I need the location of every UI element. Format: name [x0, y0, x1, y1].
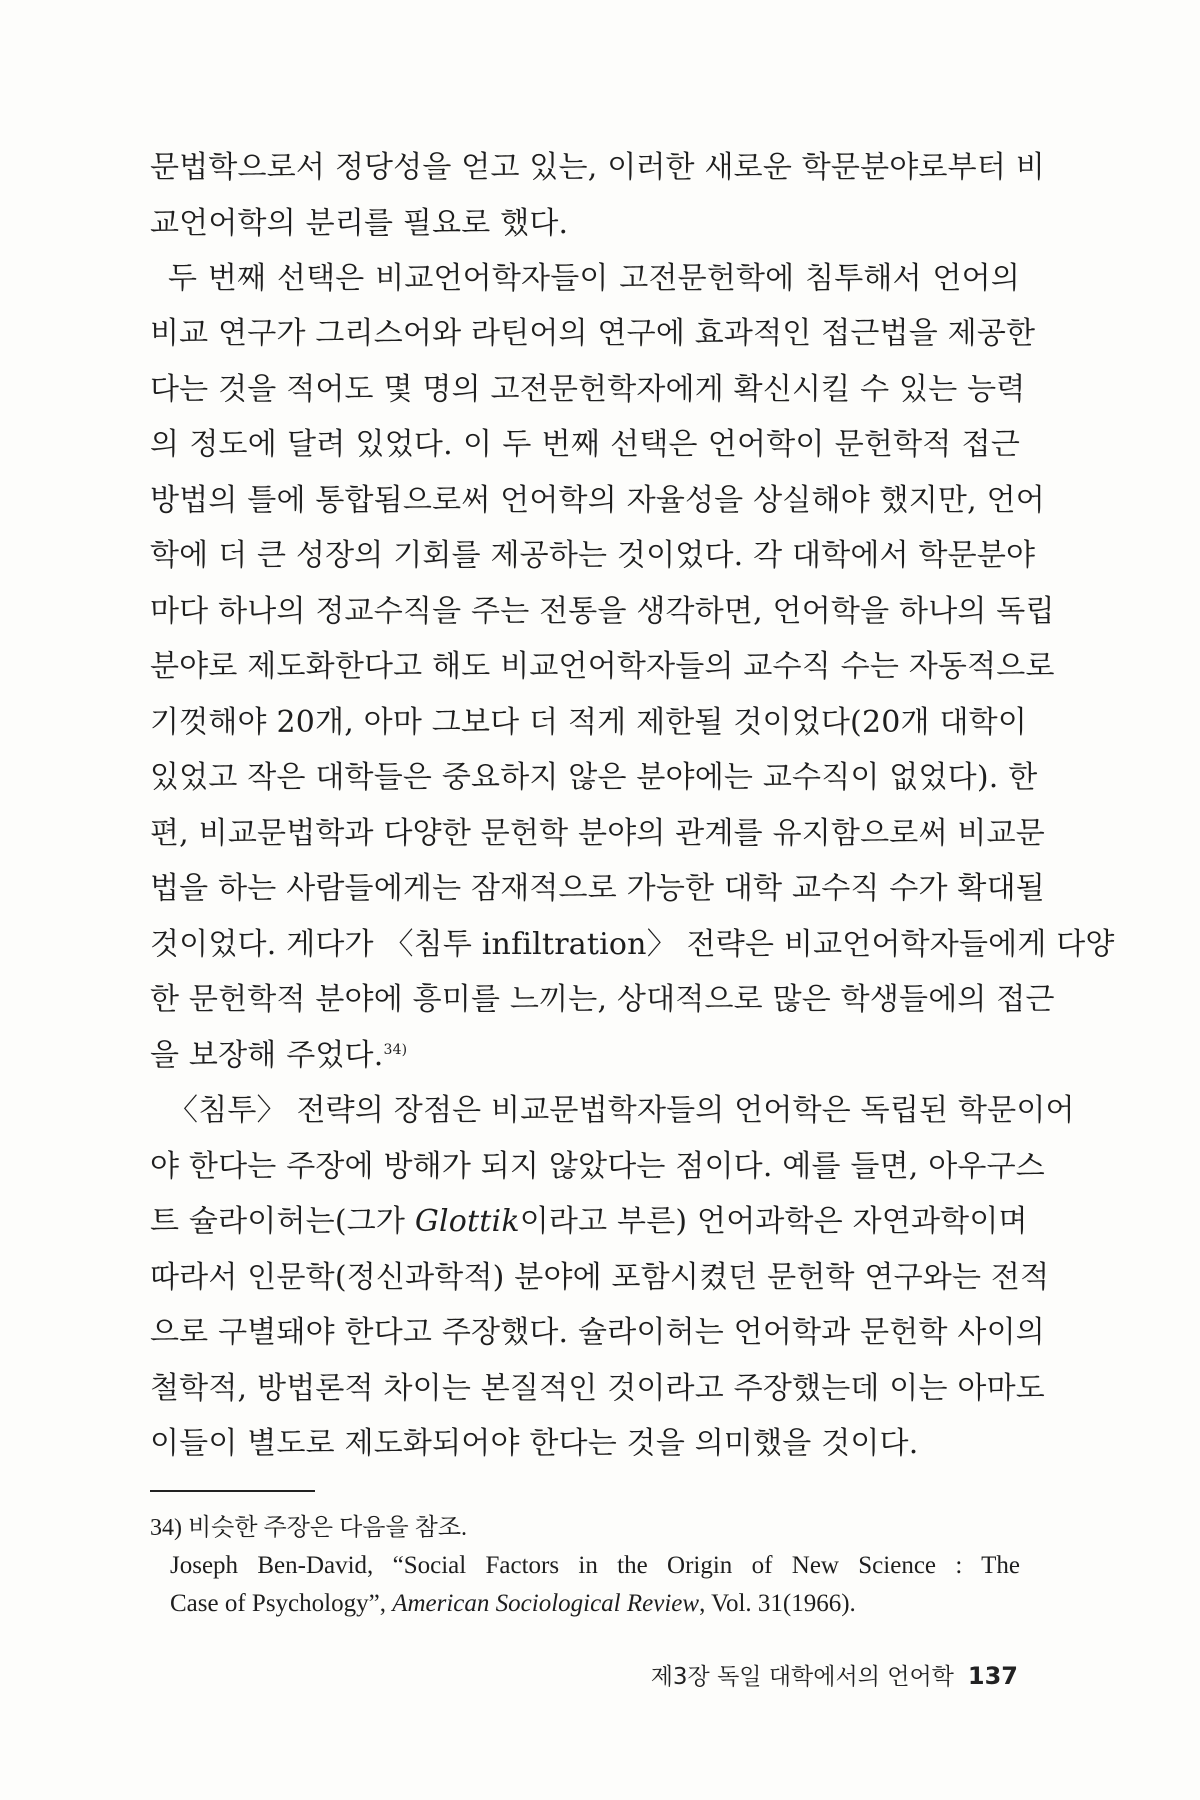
body-line-10: 분야로 제도화한다고 해도 비교언어학자들의 교수직 수는 자동적으로 — [150, 649, 1055, 684]
body-line-5: 다는 것을 적어도 몇 명의 고전문헌학자에게 확신시킬 수 있는 능력 — [150, 372, 1026, 407]
body-line-20-pre: 트 슐라이허는(그가 — [150, 1204, 415, 1239]
running-footer — [651, 1660, 1018, 1693]
footnote-title: 34) 비슷한 주장은 다음을 참조. — [150, 1515, 468, 1541]
body-line-19: 야 한다는 주장에 방해가 되지 않았다는 점이다. 예를 들면, 아우구스 — [150, 1149, 1045, 1184]
body-line-13: 편, 비교문법학과 다양한 문헌학 분야의 관계를 유지함으로써 비교문 — [150, 816, 1045, 851]
citation-post: , Vol. 31(1966). — [699, 1590, 856, 1617]
journal-title: American Sociological Review — [392, 1590, 700, 1617]
body-line-8: 학에 더 큰 성장의 기회를 제공하는 것이었다. 각 대학에서 학문분야 — [150, 538, 1036, 573]
body-line-6: 의 정도에 달려 있었다. 이 두 번째 선택은 언어학이 문헌학적 접근 — [150, 427, 1020, 462]
body-line-11: 기껏해야 20개, 아마 그보다 더 적게 제한될 것이었다(20개 대학이 — [150, 705, 1027, 740]
body-line-3: 두 번째 선택은 비교언어학자들이 고전문헌학에 침투해서 언어의 — [168, 261, 1020, 296]
body-line-24: 이들이 별도로 제도화되어야 한다는 것을 의미했을 것이다. — [150, 1426, 919, 1461]
body-line-15: 것이었다. 게다가 〈침투 infiltration〉 전략은 비교언어학자들에게 다양 — [150, 927, 1115, 962]
body-line-7: 방법의 틀에 통합됨으로써 언어학의 자율성을 상실해야 했지만, 언어 — [150, 483, 1045, 518]
glottik-term: Glottik — [414, 1204, 520, 1239]
footnote-reference: 34) — [383, 1042, 408, 1058]
body-line-4: 비교 연구가 그리스어와 라틴어의 연구에 효과적인 접근법을 제공한 — [150, 316, 1036, 351]
page-number: 137 — [967, 1662, 1018, 1690]
body-line-17 — [150, 1034, 1020, 1078]
chapter-title: 제3장 독일 대학에서의 언어학 — [650, 1664, 954, 1690]
body-line-23: 철학적, 방법론적 차이는 본질적인 것이라고 주장했는데 이는 아마도 — [150, 1371, 1045, 1406]
body-line-16: 한 문헌학적 분야에 흥미를 느끼는, 상대적으로 많은 학생들에의 접근 — [150, 982, 1055, 1017]
body-line-20 — [150, 1200, 1028, 1244]
body-line-22: 으로 구별돼야 한다고 주장했다. 슐라이허는 언어학과 문헌학 사이의 — [150, 1315, 1045, 1350]
body-line-18: 〈침투〉 전략의 장점은 비교문법학자들의 언어학은 독립된 학문이어 — [168, 1093, 1075, 1128]
body-line-2: 교언어학의 분리를 필요로 했다. — [150, 206, 569, 241]
body-line-12: 있었고 작은 대학들은 중요하지 않은 분야에는 교수직이 없었다). 한 — [150, 760, 1038, 795]
body-line-1: 문법학으로서 정당성을 얻고 있는, 이러한 새로운 학문분야로부터 비 — [150, 150, 1045, 185]
citation-pre: Case of Psychology”, — [170, 1590, 393, 1617]
footnote-citation-line-2 — [170, 1586, 856, 1622]
body-line-14: 법을 하는 사람들에게는 잠재적으로 가능한 대학 교수직 수가 확대될 — [150, 871, 1045, 906]
body-line-17-text: 을 보장해 주었다. — [150, 1038, 384, 1073]
footnote-citation-line-1: Joseph Ben-David, “Social Factors in the Origin of New Science : The — [170, 1552, 1020, 1579]
body-line-9: 마다 하나의 정교수직을 주는 전통을 생각하면, 언어학을 하나의 독립 — [150, 594, 1055, 629]
footnote-divider — [150, 1490, 315, 1492]
body-line-21: 따라서 인문학(정신과학적) 분야에 포함시켰던 문헌학 연구와는 전적 — [150, 1260, 1050, 1295]
body-line-20-post: 이라고 부른) 언어과학은 자연과학이며 — [519, 1204, 1028, 1239]
